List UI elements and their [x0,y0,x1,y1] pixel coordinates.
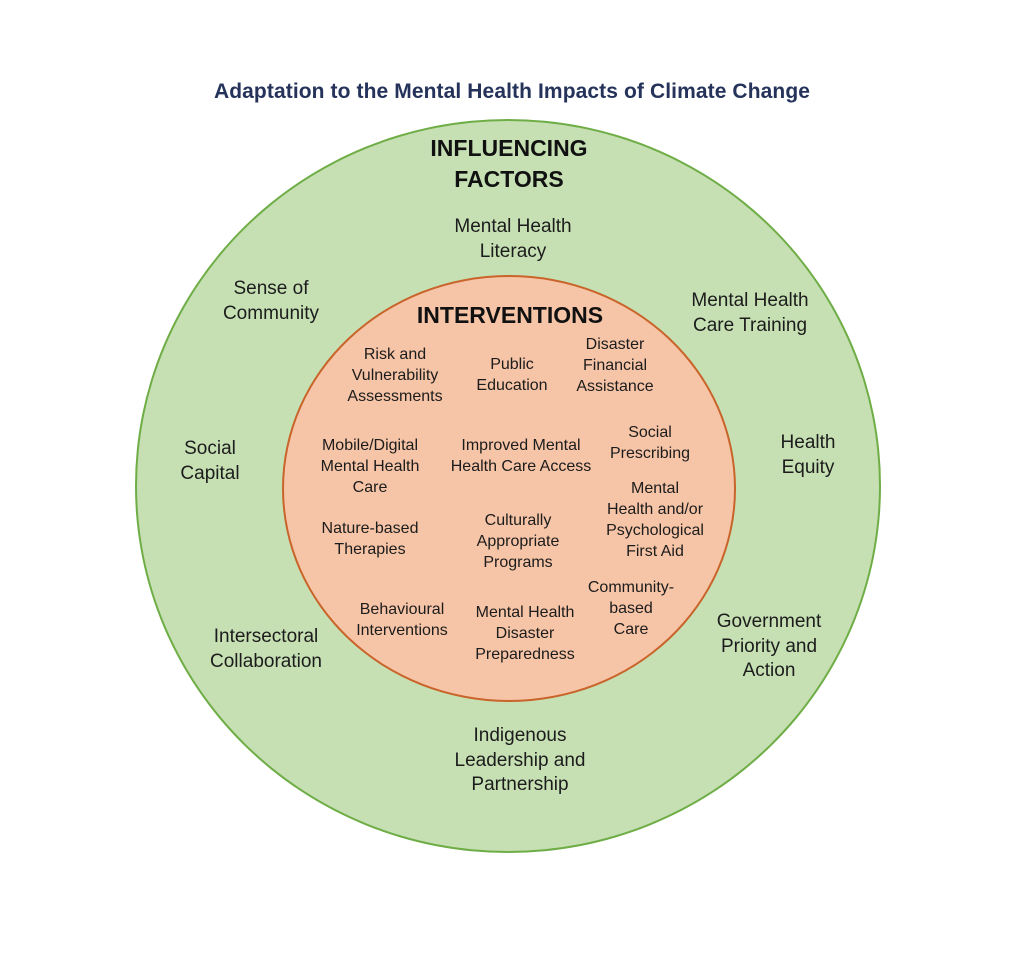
intervention-behavioural-interventions: Behavioural Interventions [356,601,448,640]
factor-health-equity: Health Equity [780,432,836,478]
intervention-community-based-care: Community- based Care [587,579,675,639]
intervention-mental-health-disaster-preparedness: Mental Health Disaster Preparedness [475,604,575,664]
intervention-improved-mental-health-care-access: Improved Mental Health Care Access [450,437,592,476]
intervention-mental-health-psychological-first-aid: Mental Health and/or Psychological First Aid [606,480,704,561]
factor-mental-health-literacy: Mental Health Literacy [454,216,572,262]
intervention-mobile-digital-mental-health-care: Mobile/Digital Mental Health Care [320,437,420,497]
factor-government-priority-and-action: Government Priority and Action [716,611,822,682]
intervention-public-education: Public Education [476,356,548,395]
intervention-nature-based-therapies: Nature-based Therapies [321,520,419,559]
interventions-heading: INTERVENTIONS [416,302,604,328]
intervention-disaster-financial-assistance: Disaster Financial Assistance [576,336,654,396]
influencing-factors-heading: INFLUENCING FACTORS [430,135,588,193]
factor-sense-of-community: Sense of Community [222,278,320,324]
factor-social-capital: Social Capital [180,438,240,484]
diagram-title: Adaptation to the Mental Health Impacts of Climate Change [213,80,811,103]
intervention-culturally-appropriate-programs: Culturally Appropriate Programs [476,512,560,572]
factor-indigenous-leadership-and-partnership: Indigenous Leadership and Partnership [454,725,586,796]
intervention-social-prescribing: Social Prescribing [609,424,691,463]
factor-mental-health-care-training: Mental Health Care Training [691,290,809,336]
intervention-risk-and-vulnerability-assessments: Risk and Vulnerability Assessments [347,346,443,406]
factor-intersectoral-collaboration: Intersectoral Collaboration [210,626,322,672]
